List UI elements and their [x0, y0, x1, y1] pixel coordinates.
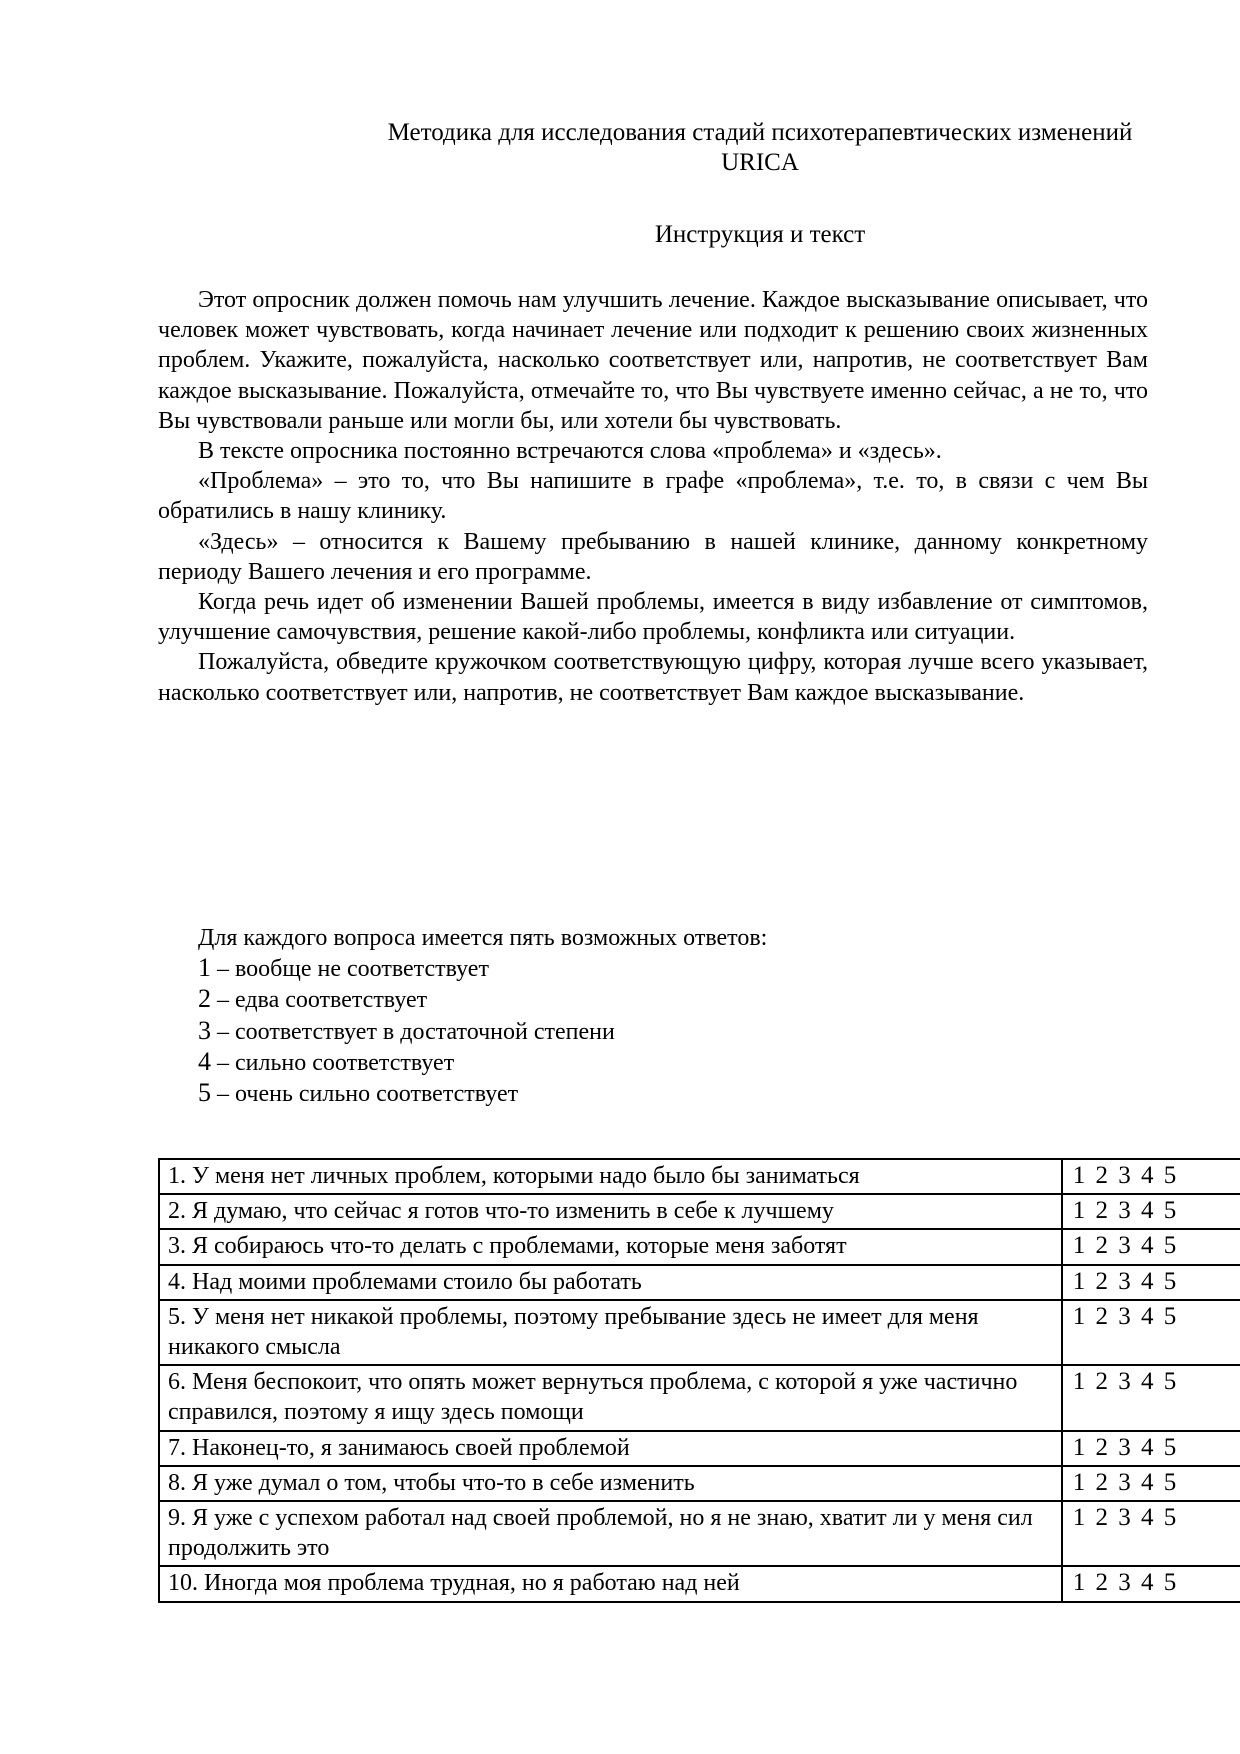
item-statement: 9. Я уже с успехом работал над своей проблемой, но я не знаю, хватит ли у меня сил продолжить это: [159, 1501, 1062, 1566]
item-rating-scale[interactable]: 1 2 3 4 5: [1062, 1194, 1240, 1229]
answer-option-number: 1: [198, 953, 211, 983]
item-statement: 5. У меня нет никакой проблемы, поэтому пребывание здесь не имеет для меня никакого смысла: [159, 1300, 1062, 1365]
item-statement: 10. Иногда моя проблема трудная, но я работаю над ней: [159, 1566, 1062, 1601]
answer-option: [198, 953, 767, 984]
item-rating-scale[interactable]: 1 2 3 4 5: [1062, 1159, 1240, 1194]
document-title: [158, 118, 1240, 178]
item-rating-scale[interactable]: 1 2 3 4 5: [1062, 1466, 1240, 1501]
table-row: [159, 1265, 1240, 1300]
item-rating-scale[interactable]: 1 2 3 4 5: [1062, 1431, 1240, 1466]
answer-option-text: – едва соответствует: [211, 987, 428, 1014]
item-rating-scale[interactable]: 1 2 3 4 5: [1062, 1501, 1240, 1566]
answer-option: [198, 1047, 767, 1078]
table-row: [159, 1229, 1240, 1264]
title-line-method: Методика для исследования стадий психотерапевтических изменений: [387, 119, 1133, 146]
table-row: [159, 1300, 1240, 1365]
instruction-paragraph: Когда речь идет об изменении Вашей проблемы, имеется в виду избавление от симптомов, улучшение самочувствия, решение какой-либо проблемы, конфликта или ситуации.: [158, 589, 1148, 646]
instruction-paragraph: «Здесь» – относится к Вашему пребыванию в нашей клинике, данному конкретному периоду Вашего лечения и его программе.: [158, 528, 1148, 585]
answer-option-number: 3: [198, 1015, 211, 1045]
item-statement: 1. У меня нет личных проблем, которыми надо было бы заниматься: [159, 1159, 1062, 1194]
item-rating-scale[interactable]: 1 2 3 4 5: [1062, 1229, 1240, 1264]
answer-option-text: – сильно соответствует: [211, 1049, 455, 1076]
item-rating-scale[interactable]: 1 2 3 4 5: [1062, 1566, 1240, 1601]
table-row: [159, 1159, 1240, 1194]
instruction-paragraph: Пожалуйста, обведите кружочком соответствующую цифру, которая лучше всего указывает, насколько соответствует или, напротив, не соответствует Вам каждое высказывание.: [158, 649, 1148, 706]
answer-option-number: 2: [198, 984, 211, 1014]
answer-option: [198, 1016, 767, 1047]
instructions-body: [158, 285, 1148, 708]
table-row: [159, 1501, 1240, 1566]
item-rating-scale[interactable]: 1 2 3 4 5: [1062, 1265, 1240, 1300]
answer-option-text: – очень сильно соответствует: [211, 1081, 519, 1108]
title-line-urica: URICA: [721, 149, 799, 176]
answer-option-text: – соответствует в достаточной степени: [211, 1018, 615, 1045]
answer-option-text: – вообще не соответствует: [211, 956, 489, 983]
table-row: [159, 1431, 1240, 1466]
table-row: [159, 1566, 1240, 1601]
answer-option-number: 4: [198, 1046, 211, 1076]
item-statement: 4. Над моими проблемами стоило бы работать: [159, 1265, 1062, 1300]
instruction-paragraph: Этот опросник должен помочь нам улучшить лечение. Каждое высказывание описывает, что человек может чувствовать, когда начинает лечение или подходит к решению своих жизненных проблем. Укажите, пожалуйста, насколько соответствует или, напротив, не соответствует Вам каждое высказывание. Пожалуйста, отмечайте то, что Вы чувствуете именно сейчас, а не то, что Вы чувствовали раньше или могли бы, или хотели бы чувствовать.: [158, 287, 1148, 434]
item-statement: 7. Наконец-то, я занимаюсь своей проблемой: [159, 1431, 1062, 1466]
item-statement: 3. Я собираюсь что-то делать с проблемами, которые меня заботят: [159, 1229, 1062, 1264]
instruction-paragraph: «Проблема» – это то, что Вы напишите в графе «проблема», т.е. то, в связи с чем Вы обратились в нашу клинику.: [158, 468, 1148, 525]
answer-scale-intro: Для каждого вопроса имеется пять возможных ответов:: [198, 925, 768, 951]
questionnaire-table: [158, 1158, 1240, 1603]
table-row: [159, 1466, 1240, 1501]
item-statement: 8. Я уже думал о том, чтобы что-то в себе изменить: [159, 1466, 1062, 1501]
section-subtitle: Инструкция и текст: [654, 221, 866, 248]
item-rating-scale[interactable]: 1 2 3 4 5: [1062, 1365, 1240, 1430]
item-statement: 6. Меня беспокоит, что опять может вернуться проблема, с которой я уже частично справился, поэтому я ищу здесь помощи: [159, 1365, 1062, 1430]
answer-option: [198, 1078, 767, 1109]
table-row: [159, 1194, 1240, 1229]
item-rating-scale[interactable]: 1 2 3 4 5: [1062, 1300, 1240, 1365]
answer-scale-legend: [198, 923, 767, 1109]
answer-option-number: 5: [198, 1078, 211, 1108]
table-row: [159, 1365, 1240, 1430]
item-statement: 2. Я думаю, что сейчас я готов что-то изменить в себе к лучшему: [159, 1194, 1062, 1229]
instruction-paragraph: В тексте опросника постоянно встречаются слова «проблема» и «здесь».: [198, 438, 942, 465]
answer-option: [198, 984, 767, 1015]
